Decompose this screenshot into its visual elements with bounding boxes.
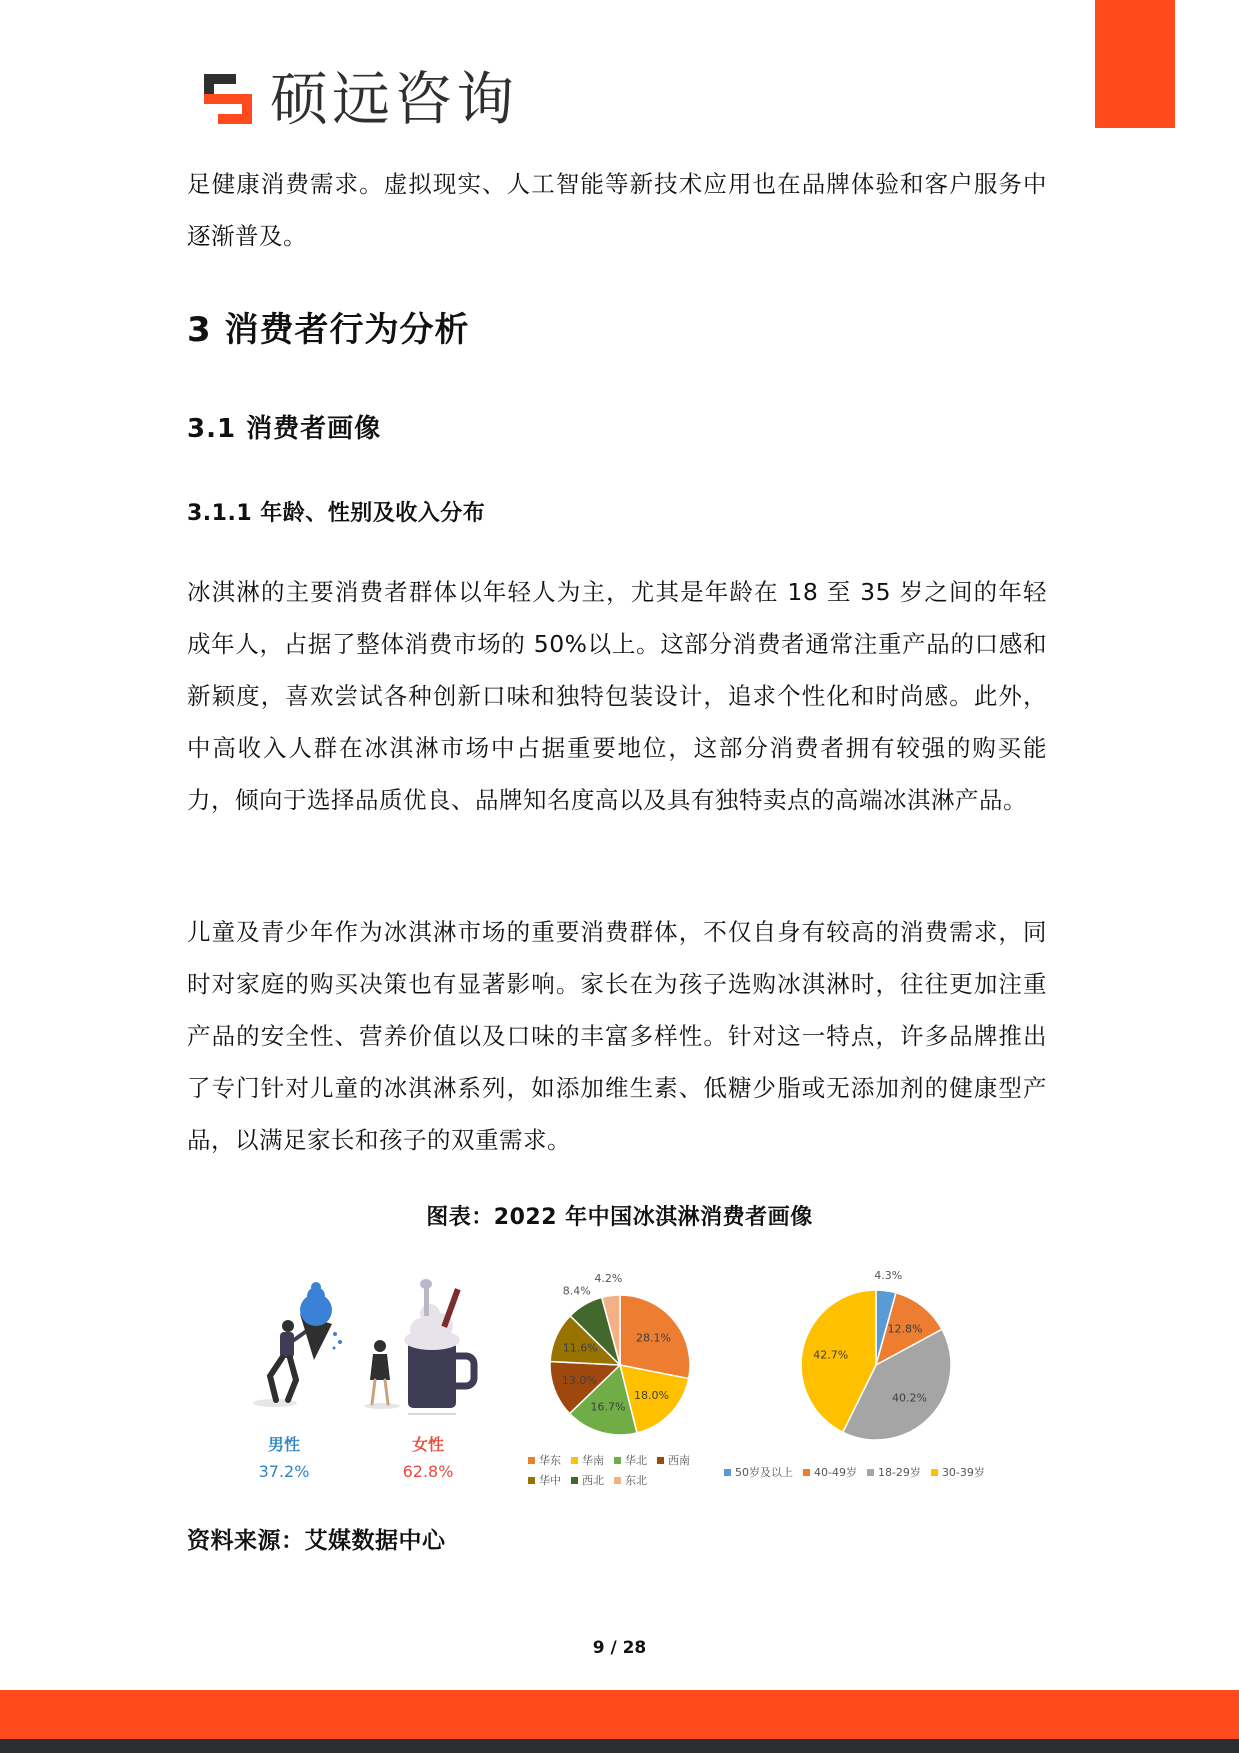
region-label-6: 4.2% (594, 1271, 623, 1285)
region-legend-label: 华中 (539, 1474, 561, 1487)
region-legend-label: 华南 (582, 1454, 604, 1467)
body-paragraph-2-block (187, 906, 1047, 1166)
region-legend-item (614, 1452, 647, 1468)
age-legend-label: 30-39岁 (941, 1466, 985, 1479)
region-legend-item (614, 1472, 647, 1488)
region-legend-label: 东北 (625, 1474, 647, 1487)
age-legend-item (724, 1464, 793, 1480)
region-label-2: 16.7% (590, 1400, 626, 1414)
logo-mark-icon (200, 70, 258, 128)
age-legend-label: 40-49岁 (814, 1466, 857, 1479)
footer-dark-strip (0, 1739, 1239, 1753)
figure-source: 资料来源：艾媒数据中心 (187, 1528, 446, 1554)
logo-text: 硕远咨询 (270, 65, 519, 133)
female-label: 女性 (411, 1435, 444, 1454)
body-paragraph-1-block (187, 566, 1047, 826)
body-paragraph-2: 儿童及青少年作为冰淇淋市场的重要消费群体，不仅自身有较高的消费需求，同时对家庭的购买决策也有显著影响。家长在为孩子选购冰淇淋时，往往更加注重产品的安全性、营养价值以及口味的丰富多样性。针对这一特点，许多品牌推出了专门针对儿童的冰淇淋系列，如添加维生素、低糖少脂或无添加剂的健康型产品，以满足家长和孩子的双重需求。 (187, 918, 1047, 1154)
consumer-profile-figure (230, 1268, 1030, 1508)
section-heading: 3 消费者行为分析 (187, 310, 470, 350)
age-label-0: 4.3% (874, 1268, 903, 1282)
region-legend-item (528, 1472, 561, 1488)
logo (200, 66, 518, 132)
age-label-1: 12.8% (887, 1322, 923, 1336)
subsubsection-heading: 3.1.1 年龄、性别及收入分布 (187, 501, 486, 526)
subsection-heading: 3.1 消费者画像 (187, 414, 382, 444)
female-dress-icon (370, 1354, 390, 1380)
region-label-0: 28.1% (636, 1331, 672, 1345)
figure-caption: 图表：2022 年中国冰淇淋消费者画像 (426, 1205, 813, 1230)
region-legend-swatch (614, 1457, 621, 1464)
male-legs-icon (270, 1358, 296, 1400)
region-label-3: 13.0% (561, 1374, 597, 1388)
male-head-icon (282, 1320, 294, 1332)
age-label-2: 40.2% (892, 1391, 927, 1405)
age-legend-item (931, 1464, 985, 1480)
age-legend-swatch (867, 1469, 874, 1476)
footer-accent-bar (0, 1690, 1239, 1739)
region-legend-swatch (571, 1477, 578, 1484)
region-legend-swatch (614, 1477, 621, 1484)
age-legend (724, 1464, 1024, 1480)
age-legend-label: 50岁及以上 (735, 1466, 793, 1479)
region-legend-item (657, 1452, 690, 1468)
female-head-icon (374, 1340, 386, 1352)
region-legend-label: 华北 (625, 1454, 647, 1467)
region-legend-label: 西南 (668, 1454, 690, 1467)
age-label-3: 42.7% (813, 1348, 849, 1362)
region-legend-item (571, 1452, 604, 1468)
region-label-1: 18.0% (633, 1388, 669, 1402)
region-label-4: 11.6% (562, 1341, 598, 1355)
region-legend-swatch (528, 1457, 535, 1464)
intro-paragraph: 足健康消费需求。虚拟现实、人工智能等新技术应用也在品牌体验和客户服务中逐渐普及。 (187, 170, 1047, 250)
mug-icon (408, 1342, 456, 1408)
gender-illustration (230, 1268, 490, 1428)
region-legend-label: 西北 (582, 1474, 604, 1487)
intro-paragraph-block (187, 158, 1047, 262)
age-legend-item (803, 1464, 857, 1480)
body-paragraph-1: 冰淇淋的主要消费者群体以年轻人为主，尤其是年龄在 18 至 35 岁之间的年轻成年人，占据了整体消费市场的 50%以上。这部分消费者通常注重产品的口感和新颖度，喜欢尝试各种创新口味和独特包装设计，追求个性化和时尚感。此外，中高收入人群在冰淇淋市场中占据重要地位，这部分消费者拥有较强的购买能力，倾向于选择品质优良、品牌知名度高以及具有独特卖点的高端冰淇淋产品。 (187, 578, 1047, 814)
age-legend-label: 18-29岁 (877, 1466, 921, 1479)
age-legend-swatch (931, 1469, 938, 1476)
region-legend (528, 1452, 708, 1488)
region-legend-swatch (528, 1477, 535, 1484)
region-pie-chart (520, 1260, 720, 1450)
region-legend-item (528, 1452, 561, 1468)
age-pie-chart (760, 1260, 980, 1450)
age-legend-item (867, 1464, 921, 1480)
age-legend-swatch (803, 1469, 810, 1476)
male-value: 37.2% (258, 1462, 310, 1481)
region-legend-swatch (571, 1457, 578, 1464)
male-torso-icon (280, 1332, 294, 1358)
corner-accent-tab (1095, 0, 1175, 128)
region-label-5: 8.4% (562, 1284, 591, 1298)
page-number: 9 / 28 (592, 1638, 647, 1658)
region-legend-label: 华东 (539, 1454, 561, 1467)
female-value: 62.8% (402, 1462, 454, 1481)
region-legend-item (571, 1472, 604, 1488)
male-label: 男性 (267, 1435, 300, 1454)
region-legend-swatch (657, 1457, 664, 1464)
age-legend-swatch (724, 1469, 731, 1476)
